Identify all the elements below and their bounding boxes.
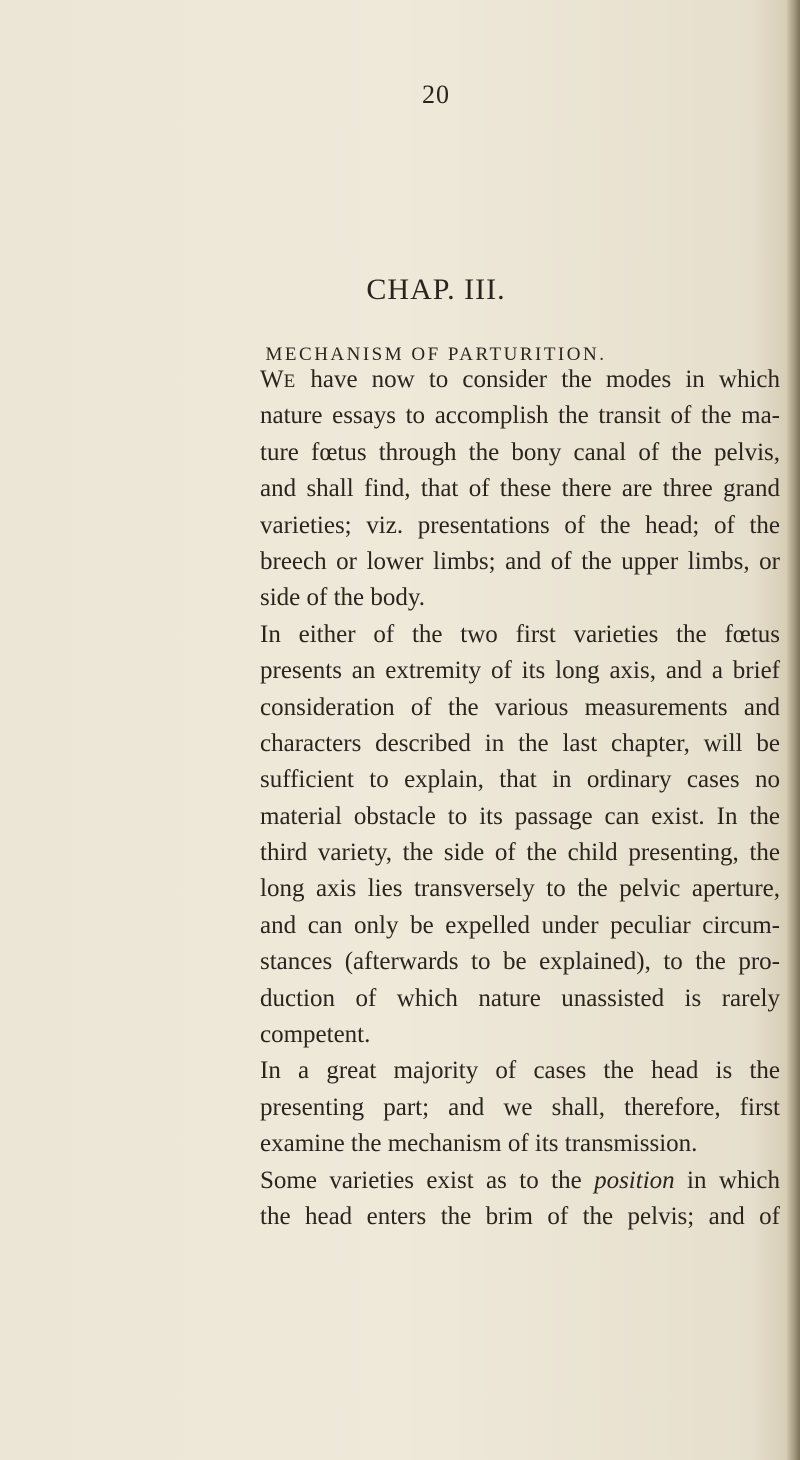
- text-line: varieties; viz. presentations of the head; of the: [260, 511, 780, 539]
- italic-word: position: [594, 1166, 675, 1194]
- text-line: duction of which nature unassisted is rarely: [260, 984, 780, 1012]
- text-line: competent.: [260, 1021, 371, 1049]
- text-line: [260, 362, 780, 398]
- text-line: nature essays to accomplish the transit of the ma-: [260, 402, 780, 430]
- text-line: In either of the two first varieties the fœtus: [260, 620, 780, 648]
- text-line: and shall find, that of these there are three grand: [260, 475, 780, 503]
- line-text: Some varieties exist as to the: [260, 1166, 595, 1194]
- text-line: ture fœtus through the bony canal of the pelvis,: [260, 438, 780, 466]
- chapter-title: CHAP. III.: [366, 273, 506, 306]
- text-line: breech or lower limbs; and of the upper limbs, or: [260, 547, 780, 575]
- text-line: consideration of the various measurements and: [260, 693, 780, 721]
- line-text: have now to consider the modes in which: [296, 366, 780, 393]
- text-line: and can only be expelled under peculiar circum-: [260, 911, 780, 939]
- text-line: characters described in the last chapter, will be: [260, 729, 780, 757]
- text-line: long axis lies transversely to the pelvic aperture,: [260, 875, 780, 903]
- body-text: [260, 362, 780, 1235]
- text-line: presents an extremity of its long axis, and a brief: [260, 657, 780, 685]
- text-line: the head enters the brim of the pelvis; and of: [260, 1202, 780, 1230]
- text-line: examine the mechanism of its transmission.: [260, 1130, 698, 1158]
- text-line: side of the body.: [260, 584, 426, 612]
- text-line: In a great majority of cases the head is the: [260, 1057, 780, 1085]
- text-line: [260, 1163, 780, 1199]
- smallcap-letter: E: [283, 371, 297, 392]
- line-text: in which: [674, 1166, 780, 1194]
- text-line: presenting part; and we shall, therefore, first: [260, 1093, 780, 1121]
- text-line: stances (afterwards to be explained), to the pro-: [260, 948, 780, 976]
- chapter-subtitle: MECHANISM OF PARTURITION.: [265, 344, 607, 365]
- text-line: sufficient to explain, that in ordinary cases no: [260, 766, 780, 794]
- page-number: 20: [422, 80, 450, 109]
- drop-initial: W: [260, 366, 284, 393]
- page-gutter-shadow: [786, 0, 800, 1460]
- text-line: third variety, the side of the child presenting, the: [260, 839, 780, 867]
- text-line: material obstacle to its passage can exist. In the: [260, 802, 780, 830]
